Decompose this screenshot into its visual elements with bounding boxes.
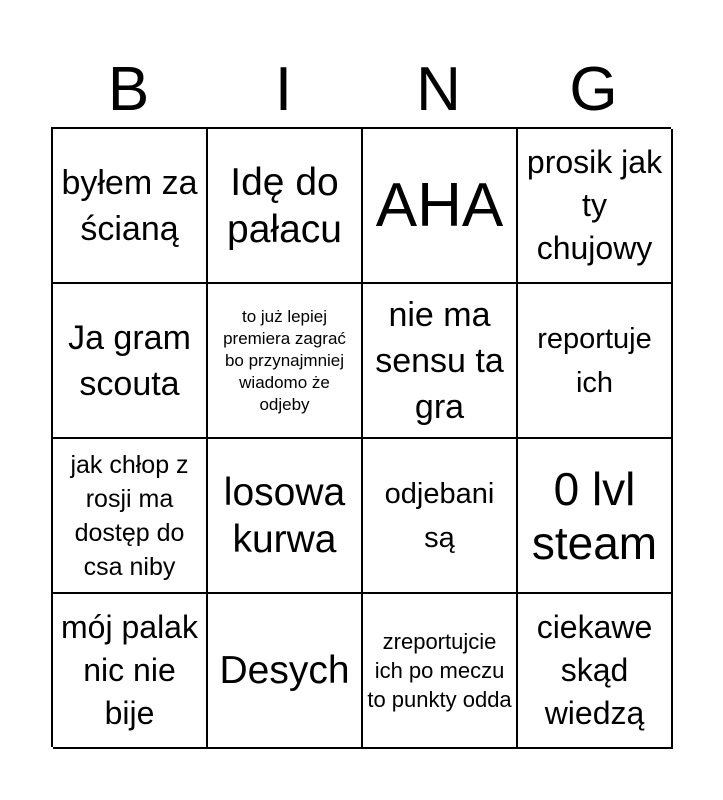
- cell-text: reportuje ich: [537, 322, 652, 399]
- bingo-cell[interactable]: [518, 439, 673, 594]
- cell-text: 0 lvl steam: [531, 462, 658, 569]
- bingo-cell[interactable]: [208, 284, 363, 439]
- bingo-cell[interactable]: [53, 129, 208, 284]
- header-letter-b: B: [107, 55, 150, 124]
- cell-text: byłem za ścianą: [61, 163, 198, 248]
- bingo-header: [51, 52, 671, 128]
- bingo-cell[interactable]: [518, 129, 673, 284]
- cell-text: odjebani są: [384, 477, 495, 554]
- bingo-cell[interactable]: [363, 594, 518, 749]
- bingo-cell[interactable]: [518, 594, 673, 749]
- bingo-cell[interactable]: [53, 284, 208, 439]
- bingo-cell[interactable]: [53, 439, 208, 594]
- bingo-cell[interactable]: [208, 129, 363, 284]
- bingo-cell[interactable]: [518, 284, 673, 439]
- cell-text: nie ma sensu ta gra: [375, 295, 504, 426]
- cell-text: AHA: [375, 170, 504, 240]
- bingo-cell[interactable]: [208, 439, 363, 594]
- cell-text: losowa kurwa: [223, 470, 346, 561]
- header-letter-n: N: [416, 55, 461, 124]
- bingo-cell[interactable]: [363, 439, 518, 594]
- bingo-cell[interactable]: [53, 594, 208, 749]
- bingo-cell[interactable]: [363, 129, 518, 284]
- cell-text: Ja gram scouta: [68, 318, 191, 403]
- cell-text: to już lepiej premiera zagrać bo przynajmniej wiadomo że odjeby: [223, 306, 346, 414]
- bingo-cell[interactable]: [208, 594, 363, 749]
- header-letter-i: I: [274, 55, 293, 124]
- cell-text: mój palak nic nie bije: [61, 609, 198, 731]
- cell-text: ciekawe skąd wiedzą: [536, 609, 653, 731]
- bingo-cell[interactable]: [363, 284, 518, 439]
- header-letter-g: G: [569, 55, 618, 124]
- cell-text: jak chłop z rosji ma dostęp do csa niby: [70, 450, 189, 581]
- bingo-grid: [51, 127, 671, 747]
- cell-text: prosik jak ty chujowy: [526, 144, 663, 266]
- cell-text: zreportujcie ich po meczu to punkty odda: [367, 629, 512, 712]
- cell-text: Desych: [219, 649, 350, 692]
- cell-text: Idę do pałacu: [227, 160, 342, 251]
